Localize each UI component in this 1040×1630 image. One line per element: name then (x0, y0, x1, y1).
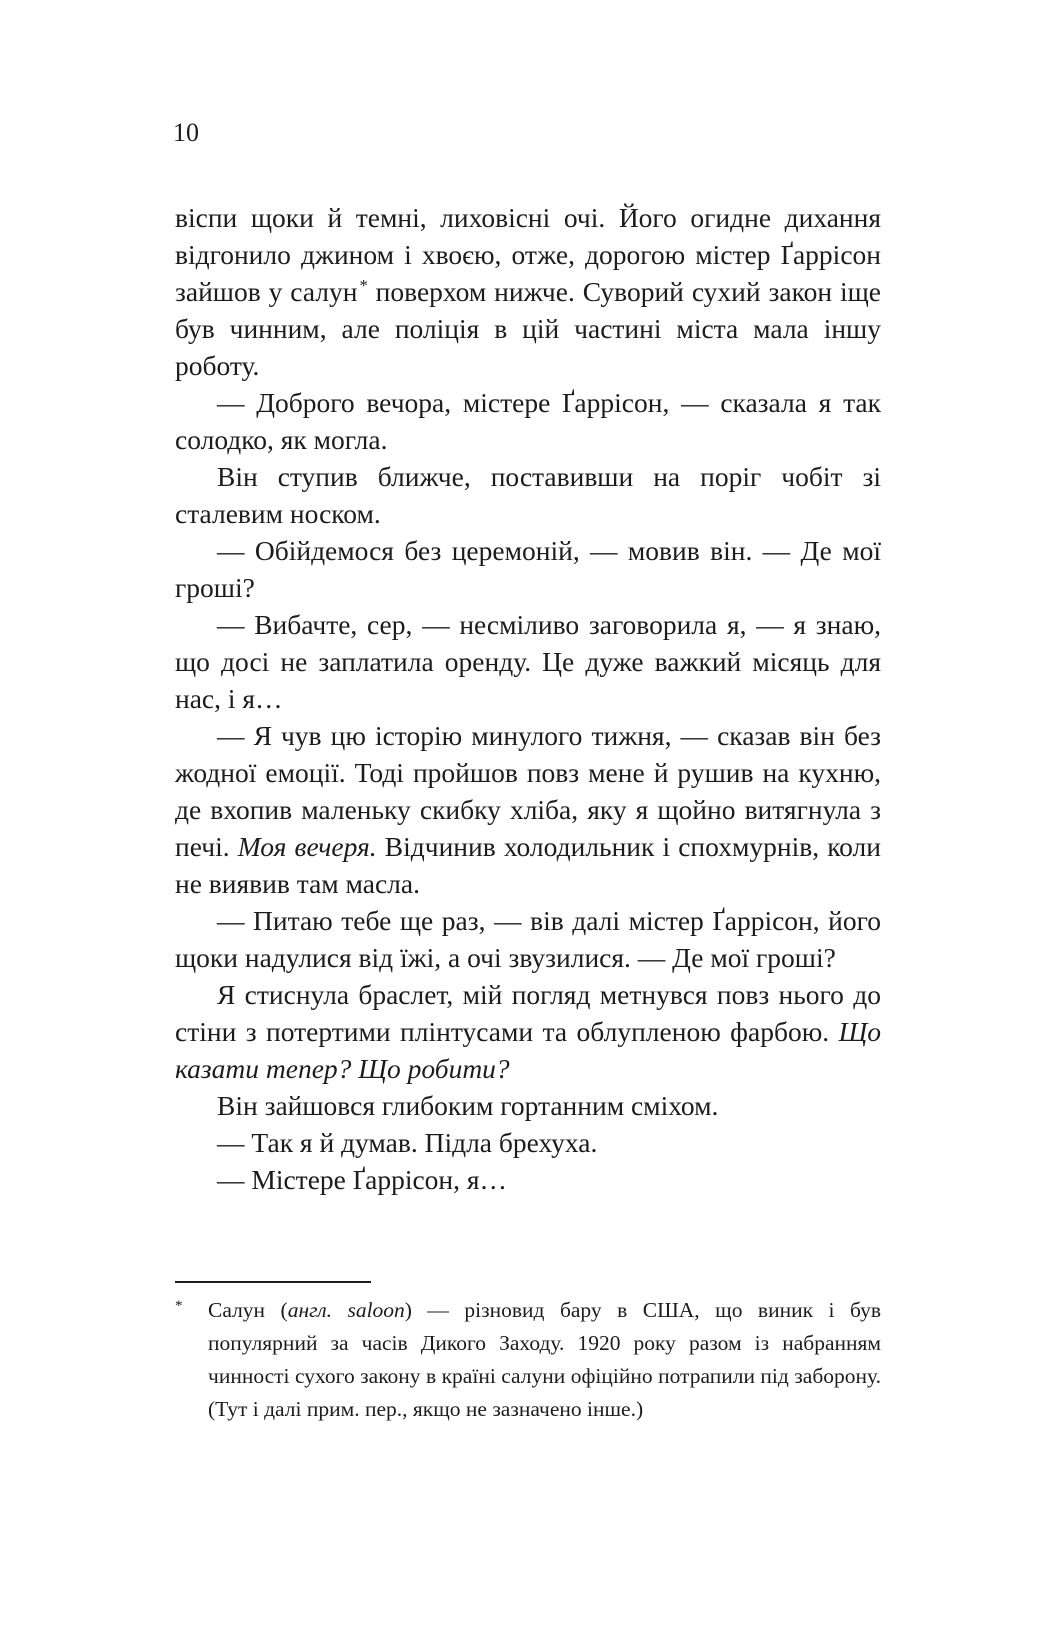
paragraph (175, 902, 881, 976)
body-text (175, 199, 881, 1198)
paragraph (175, 384, 881, 458)
text-segment-normal: — Питаю тебе ще раз, — вів далі містер Ґаррісон, його щоки надулися від їжі, а очі звузилися. — Де мої гроші? (175, 905, 881, 973)
text-segment-normal: — Так я й думав. Підла брехуха. (217, 1127, 598, 1158)
text-segment-normal: — Обійдемося без церемоній, — мовив він. — Де мої гроші? (175, 535, 881, 603)
paragraph (175, 717, 881, 902)
paragraph (175, 458, 881, 532)
paragraph (175, 1161, 881, 1198)
text-segment-normal: поверхом нижче. Суворий сухий закон іще був чинним, але поліція в цій частині міста мала іншу роботу. (175, 276, 881, 381)
paragraph (175, 606, 881, 717)
text-segment-italic: Що казати тепер? Що робити? (175, 1016, 881, 1084)
text-segment-normal: — Містере Ґаррісон, я… (217, 1164, 508, 1195)
footnote-text (175, 1294, 881, 1426)
footnote-separator (175, 1281, 371, 1283)
footnote (175, 1294, 881, 1426)
text-segment-normal: Салун ( (208, 1298, 288, 1322)
paragraph (175, 1087, 881, 1124)
text-segment-italic: Моя вечеря. (237, 831, 377, 862)
text-segment-normal: Він зайшовся глибоким гортанним сміхом. (217, 1090, 719, 1121)
page-number: 10 (173, 118, 199, 147)
text-segment-normal: ) — різновид бару в США, що виник і був популярний за часів Дикого Заходу. 1920 року разом із набранням чинності сухого закону в країні салуни офіційно потрапили під заборону. (Тут і далі прим. пер., якщо не зазначено інше.) (208, 1298, 881, 1421)
text-segment-normal: Відчинив холодильник і спохмурнів, коли не виявив там масла. (175, 831, 881, 899)
text-segment-normal: — Доброго вечора, містере Ґаррісон, — сказала я так солодко, як могла. (175, 387, 881, 455)
text-segment-normal: Я стиснула браслет, мій погляд метнувся повз нього до стіни з потертими плінтусами та облупленою фарбою. (175, 979, 881, 1047)
paragraph (175, 976, 881, 1087)
paragraph (175, 532, 881, 606)
text-segment-normal: Він ступив ближче, поставивши на поріг чобіт зі сталевим носком. (175, 461, 881, 529)
text-segment-normal: — Я чув цю історію минулого тижня, — сказав він без жодної емоції. Тоді пройшов повз мене й рушив на кухню, де вхопив маленьку скибку хліба, яку я щойно витягнула з печі. (175, 720, 881, 862)
text-segment-normal: віспи щоки й темні, лиховісні очі. Його огидне дихання відгонило джином і хвоєю, отже, дорогою містер Ґаррісон зайшов у салун (175, 202, 881, 307)
paragraph (175, 199, 881, 384)
text-segment-normal: — Вибачте, сер, — несміливо заговорила я, — я знаю, що досі не заплатила оренду. Це дуже важкий місяць для нас, і я… (175, 609, 881, 714)
text-segment-italic: англ. saloon (287, 1298, 405, 1322)
text-segment-sup: * (359, 275, 368, 295)
paragraph (175, 1124, 881, 1161)
footnote-marker: * (175, 1298, 183, 1314)
